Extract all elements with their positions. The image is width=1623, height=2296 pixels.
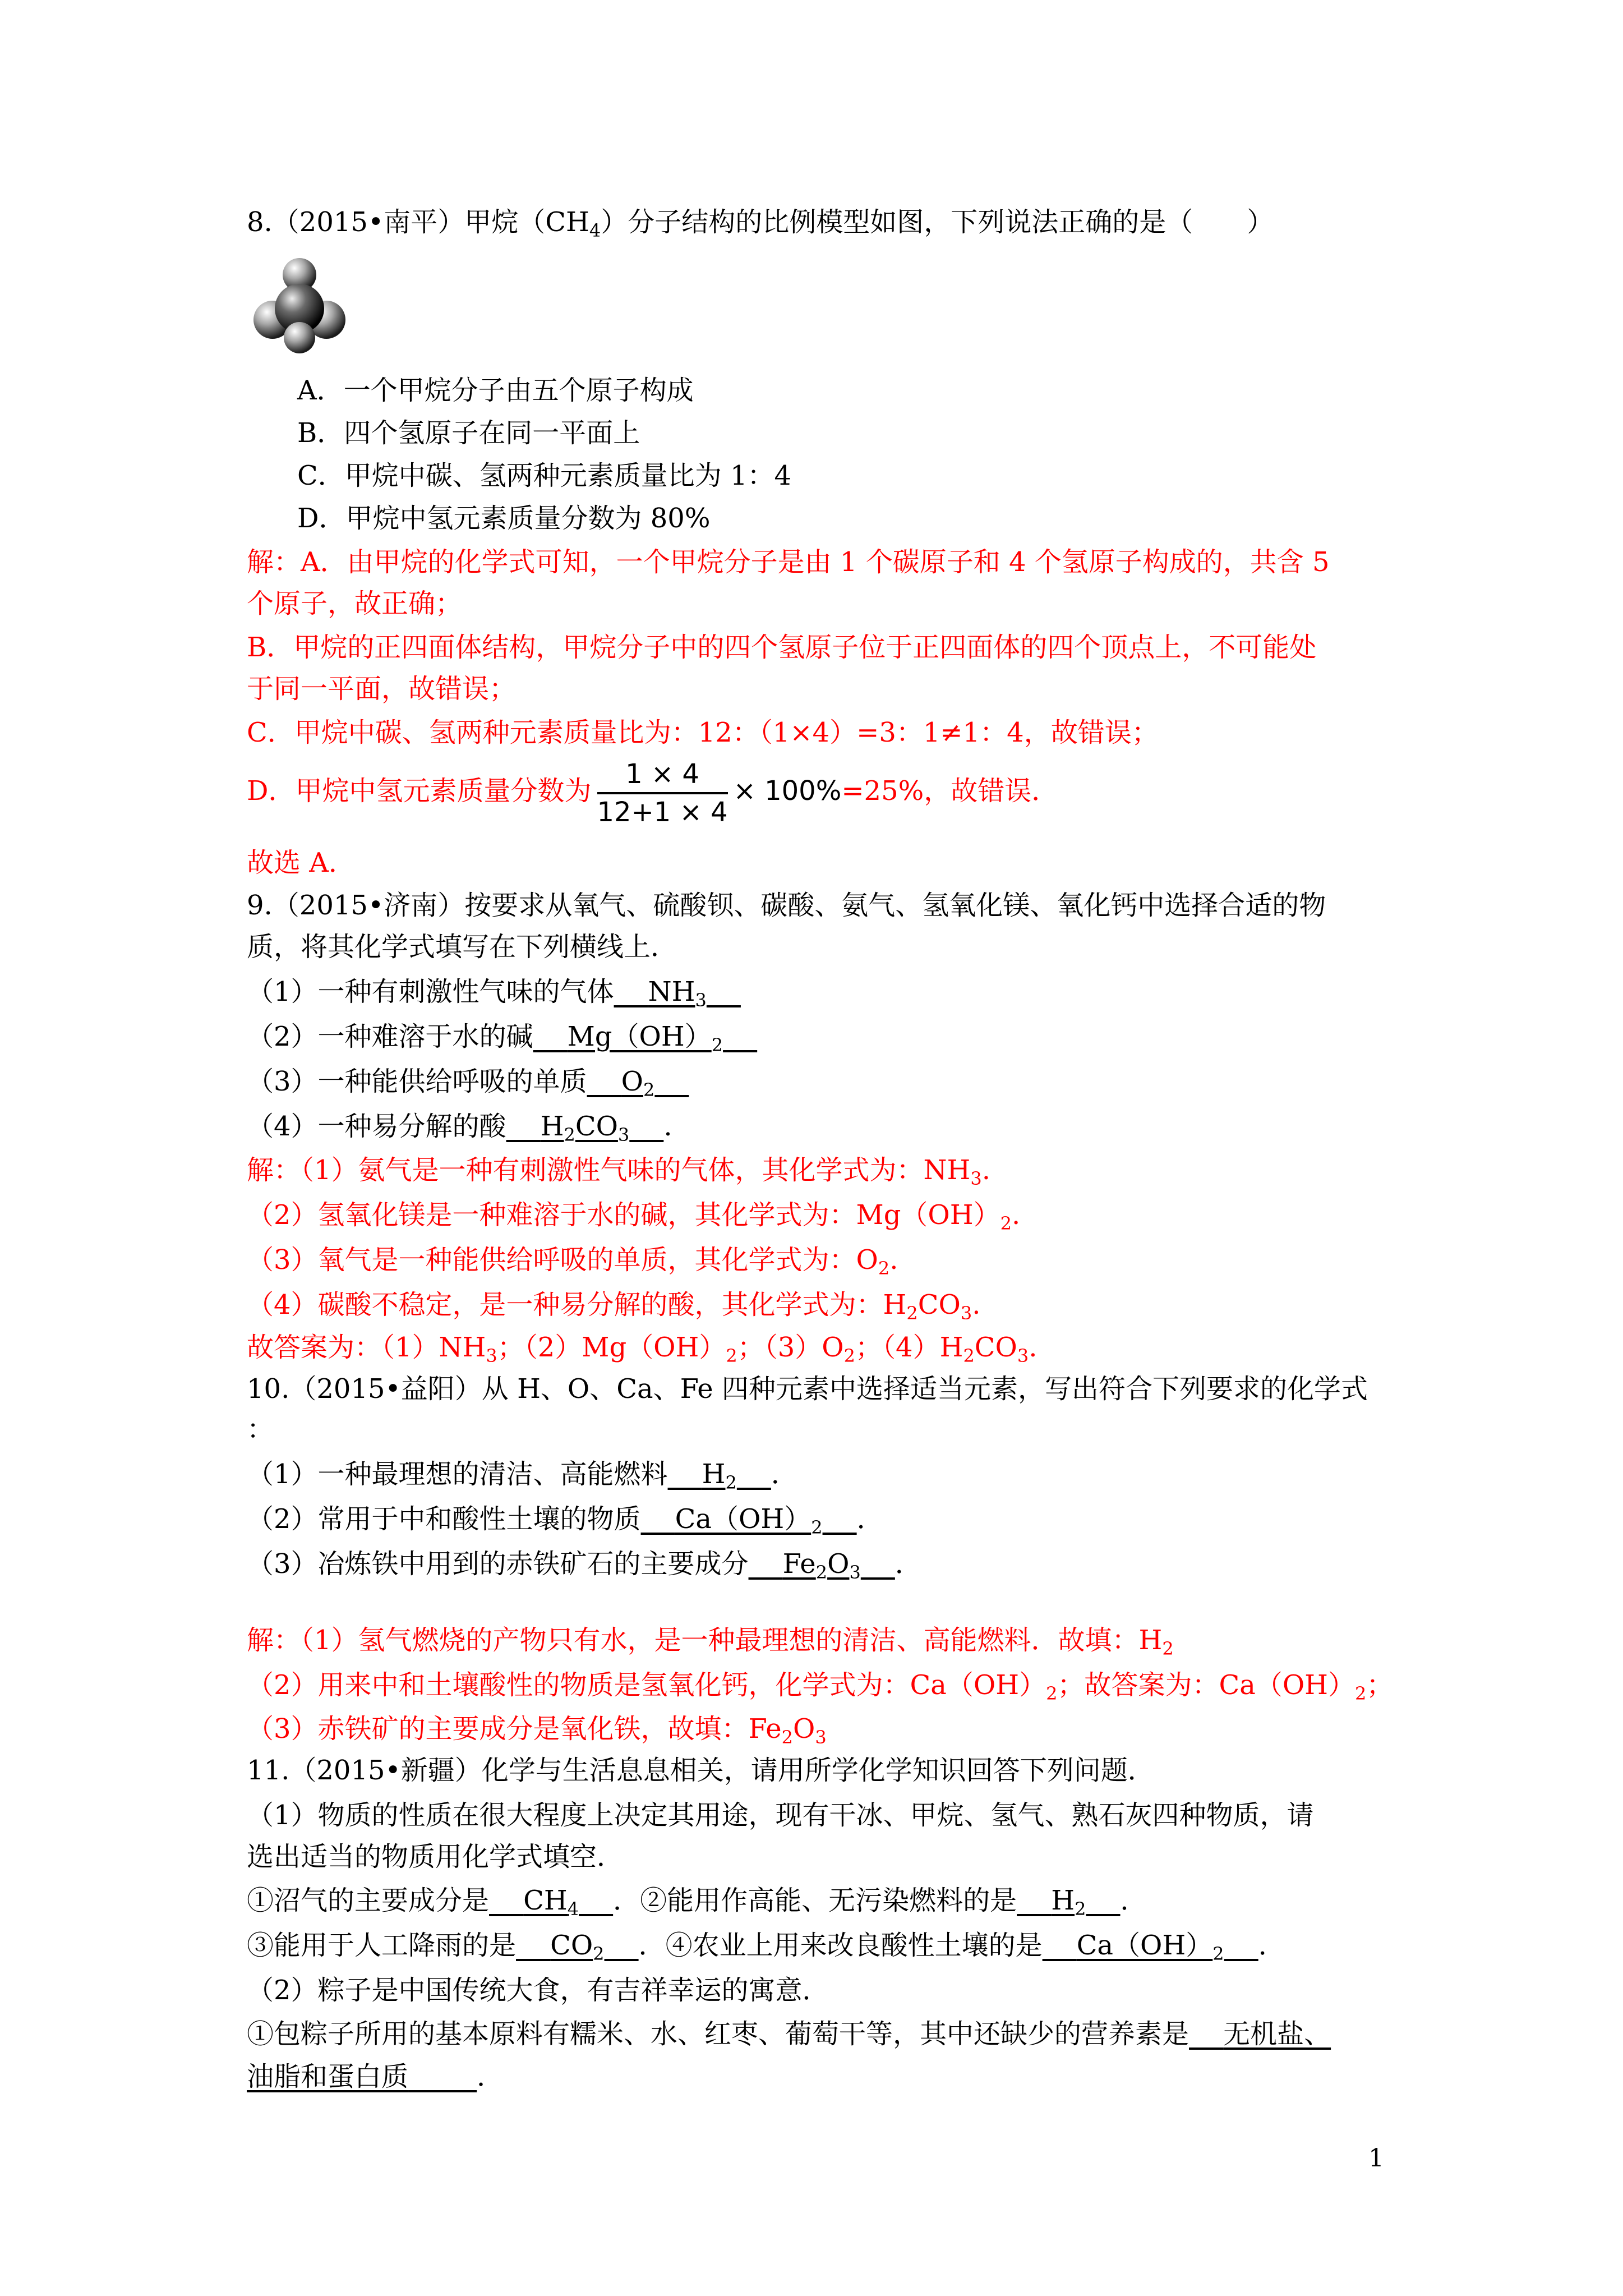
q8-option-b: B．四个氢原子在同一平面上 [297,417,640,449]
q9-solution-4: （4）碳酸不稳定，是一种易分解的酸，其化学式为：$H_2CO_3$. [247,1289,981,1324]
q8-solution-a-line1: 解：A．由甲烷的化学式可知，一个甲烷分子是由 1 个碳原子和 4 个氢原子构成的，共含 5 [247,546,1330,578]
q10-solution-3: （3）赤铁矿的主要成分是氧化铁，故填：$Fe_2O_3$ [247,1713,827,1748]
q9-stem-line2: 质，将其化学式填写在下列横线上． [247,931,678,963]
page-number: 1 [1368,2144,1384,2173]
q9-solution-3: （3）氧气是一种能供给呼吸的单质，其化学式为：$O_2$. [247,1244,898,1279]
q11-part2-item1-line2: 油脂和蛋白质 ． [247,2061,504,2092]
q8-answer: 故选 A． [247,847,356,878]
q8-solution-c: C．甲烷中碳、氢两种元素质量比为：12：（1×4）=3：1≠1：4，故错误； [247,717,1159,748]
q10-item-2: （2）常用于中和酸性土壤的物质 $Ca(OH)_2$ ． [247,1503,884,1538]
q9-item-4: （4）一种易分解的酸 $H_2CO_3$ . [247,1111,672,1145]
q8-solution-b-line1: B．甲烷的正四面体结构，甲烷分子中的四个氢原子位于正四面体的四个顶点上，不可能处 [247,632,1317,663]
q10-solution-1: 解：（1）氢气燃烧的产物只有水，是一种最理想的清洁、高能燃料．故填：$H_2$ [247,1625,1174,1659]
q9-item-3: （3）一种能供给呼吸的单质 $O_2$ [247,1066,655,1101]
q11-blank-row-1: ①沼气的主要成分是 $CH_4$ ．②能用作高能、无污染燃料的是 $H_2$ ． [247,1885,1147,1920]
q8-option-d: D．甲烷中氢元素质量分数为 80% [297,503,711,534]
q10-item-1: （1）一种最理想的清洁、高能燃料 $H_2$ ． [247,1458,798,1493]
q8-option-c: C．甲烷中碳、氢两种元素质量比为 1：4 [297,460,792,491]
q8-solution-b-line2: 于同一平面，故错误； [247,673,517,705]
mass-fraction-formula: $\frac{1 \times 4}{12+1 \times 4}$ [597,756,728,830]
q11-part1-line2: 选出适当的物质用化学式填空． [247,1841,624,1872]
q11-part2: （2）粽子是中国传统大食，有吉祥幸运的寓意． [247,1975,829,2006]
q11-part1-line1: （1）物质的性质在很大程度上决定其用途，现有干冰、甲烷、氢气、熟石灰四种物质，请 [247,1800,1314,1831]
methane-molecule-model-icon [249,254,350,355]
q10-stem-line1: 10.（2015•益阳）从 H、O、Ca、Fe 四种元素中选择适当元素，写出符合下列要求的化学式 [247,1373,1368,1405]
q8-solution-d: D．甲烷中氢元素质量分数为 $\frac{1 \times 4}{12+1 \times 4}$ × 100%=25%，故错误． [247,752,1058,830]
q11-part2-item1-line1: ①包粽子所用的基本原料有糯米、水、红枣、葡萄干等，其中还缺少的营养素是 无机盐、 [247,2018,1331,2050]
q9-item-2: （2）一种难溶于水的碱 $Mg(OH)_2$ [247,1021,723,1056]
q9-item-1: （1）一种有刺激性气味的气体 $NH_3$ [247,976,707,1011]
q9-stem-line1: 9.（2015•济南）按要求从氧气、硫酸钡、碳酸、氨气、氢氧化镁、氧化钙中选择合适的物 [247,890,1326,921]
q9-solution-1: 解：（1）氨气是一种有刺激性气味的气体，其化学式为：$NH_3$. [247,1154,991,1189]
q11-stem: 11.（2015•新疆）化学与生活息息相关，请用所学化学知识回答下列问题． [247,1755,1155,1786]
q10-solution-2: （2）用来中和土壤酸性的物质是氢氧化钙，化学式为：$Ca(OH)_2$；故答案为：$Ca(OH)_2$； [247,1669,1394,1704]
q9-final-answer: 故答案为：$(1)NH_3$；$(2)Mg(OH)_2$；$(3)O_2$；$(4)H_2CO_3$. [247,1332,1038,1366]
q11-blank-row-2: ③能用于人工降雨的是 $CO_2$ ．④农业上用来改良酸性土壤的是 $Ca(OH)_2$ ． [247,1930,1285,1964]
q10-item-3: （3）冶炼铁中用到的赤铁矿石的主要成分 $Fe_2O_3$ ． [247,1548,922,1583]
q8-solution-a-line2: 个原子，故正确； [247,588,463,619]
q8-option-a: A．一个甲烷分子由五个原子构成 [297,375,694,406]
q8-stem: 8.（2015•南平）甲烷$(CH_4)$分子结构的比例模型如图，下列说法正确的是（ ） [247,206,1274,241]
q10-stem-line2: ： [247,1414,274,1445]
q9-solution-2: （2）氢氧化镁是一种难溶于水的碱，其化学式为：$Mg(OH)_2$. [247,1199,1021,1234]
